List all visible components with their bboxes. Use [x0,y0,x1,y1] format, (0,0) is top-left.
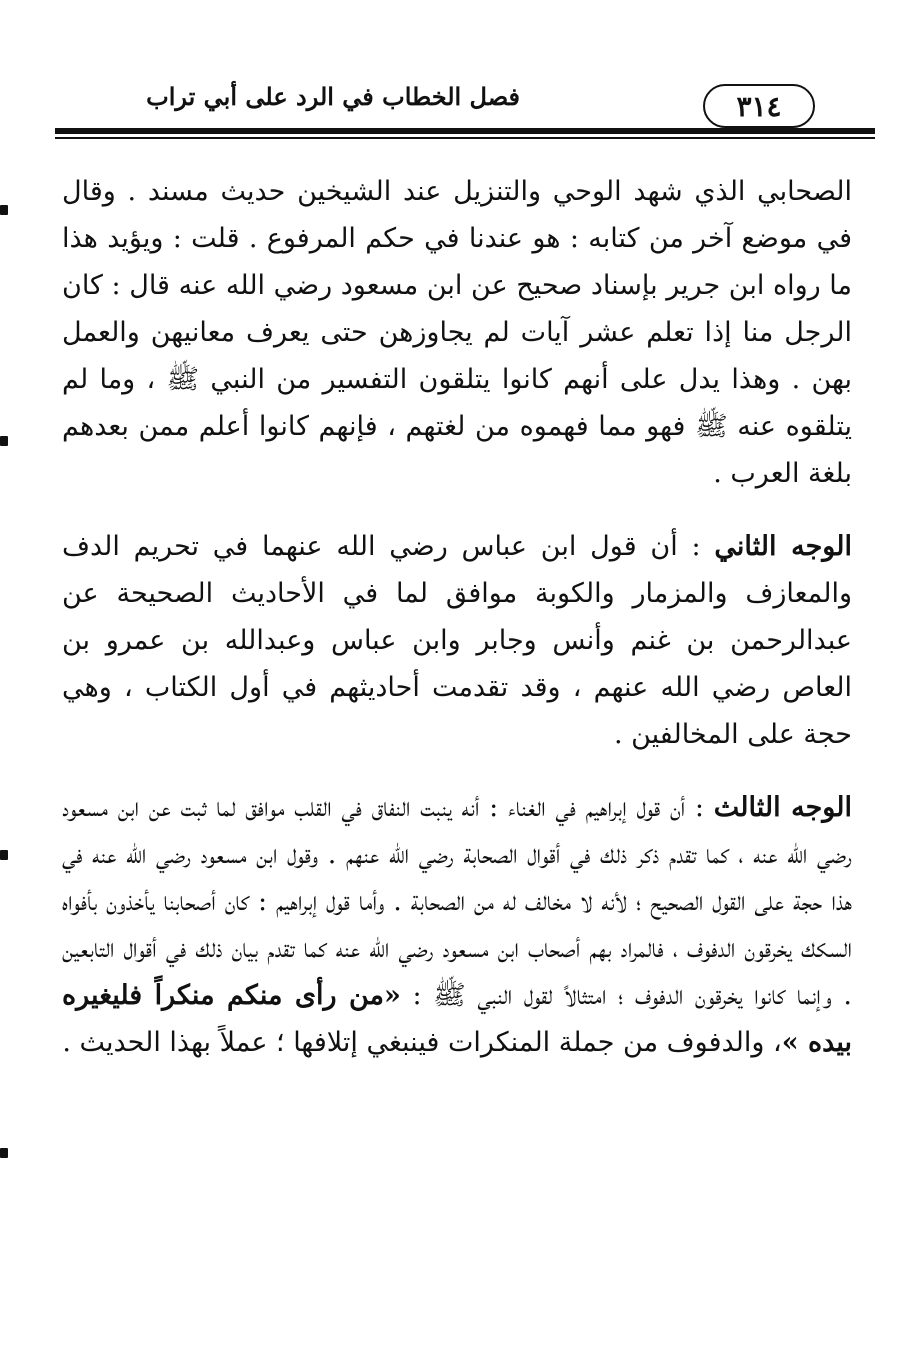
margin-mark [0,205,8,215]
paragraph-text: الصحابي الذي شهد الوحي والتنزيل عند الشيخين حديث مسند . وقال في موضع آخر من كتابه : هو عندنا في حكم المرفوع . قلت : ويؤيد هذا ما رواه ابن جرير بإسناد صحيح عن ابن مسعود رضي الله عنه قال : كان الرجل منا إذا تعلم عشر آيات لم يجاوزهن حتى يعرف معانيهن والعمل بهن . وهذا يدل على أنهم كانوا يتلقون التفسير من النبي ﷺ ، وما لم يتلقوه عنه ﷺ فهو مما فهموه من لغتهم ، فإنهم كانوا أعلم ممن بعدهم بلغة العرب . [62,176,852,489]
body-text [62,168,852,1092]
page-header [55,70,875,140]
margin-mark [0,436,8,446]
paragraph-2 [62,523,852,758]
header-rule-thin [55,137,875,139]
header-rule-thick [55,128,875,134]
section-label: الوجه الثالث [713,792,852,823]
paragraph-text: : أن قول إبراهيم في الغناء : أنه ينبت النفاق في القلب موافق لما ثبت عن ابن مسعود رضي الله عنه ، كما تقدم ذكر ذلك في أقوال الصحابة رضي الله عنهم . وقول ابن مسعود رضي الله عنه في هذا حجة على القول الصحيح ؛ لأنه لا مخالف له من الصحابة . وأما قول إبراهيم : كان أصحابنا يأخذون بأفواه السكك يخرقون الدفوف ، فالمراد بهم أصحاب ابن مسعود رضي الله عنه كما تقدم بيان ذلك في أقوال التابعين . وإنما كانوا يخرقون الدفوف ؛ امتثالاً لقول النبي ﷺ : [62,792,852,1011]
section-label: الوجه الثاني [714,531,852,562]
paragraph-1 [62,168,852,497]
margin-mark [0,1148,8,1158]
paragraph-3 [62,784,852,1066]
page-number: ٣١٤ [703,84,815,128]
margin-mark [0,850,8,860]
paragraph-tail: ، والدفوف من جملة المنكرات فينبغي إتلافها ؛ عملاً بهذا الحديث . [62,1027,782,1058]
hadith-quote: «من رأى منكم منكراً فليغيره بيده » [62,980,852,1058]
running-title: فصل الخطاب في الرد على أبي تراب [146,82,520,111]
paragraph-text: : أن قول ابن عباس رضي الله عنهما في تحريم الدف والمعازف والمزمار والكوبة موافق لما في الأحاديث الصحيحة عن عبدالرحمن بن غنم وأنس وجابر وابن عباس وعبدالله بن عمرو بن العاص رضي الله عنهم ، وقد تقدمت أحاديثهم في أول الكتاب ، وهي حجة على المخالفين . [62,531,852,750]
